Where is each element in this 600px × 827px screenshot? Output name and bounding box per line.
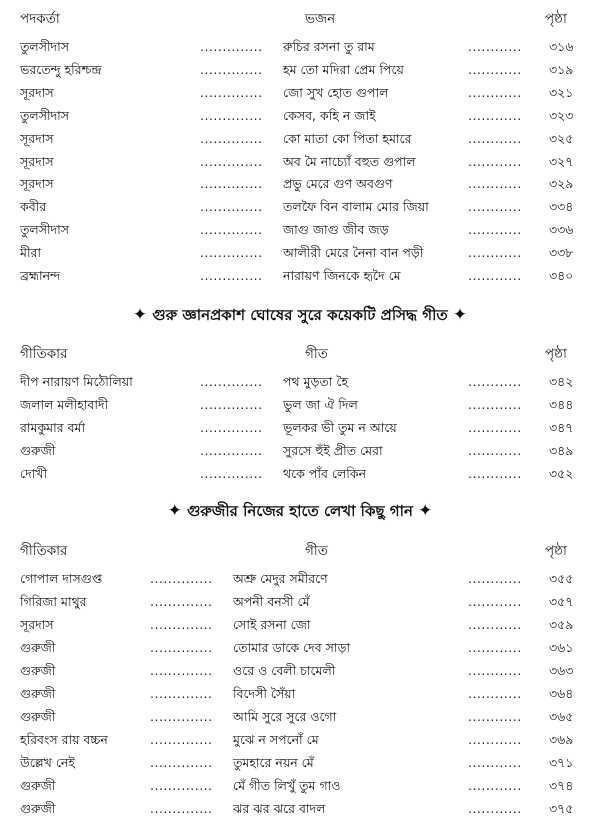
leader-dots: ............ (468, 84, 522, 100)
leader-dots: .............. (200, 268, 263, 283)
song-title: ঝর ঝর ঝরে বাদল (233, 801, 326, 816)
list-item (0, 394, 600, 416)
song-title: বিদেসী সৈঁয়া (233, 686, 296, 701)
section-1-header (0, 6, 600, 28)
page-number: ৩৬৪ (549, 686, 574, 701)
leader-dots: .............. (200, 245, 263, 261)
page-number: ৩২৭ (549, 153, 574, 169)
song-title: জাগু জাগু জীব জড় (283, 222, 389, 238)
leader-dots: ............ (468, 443, 522, 458)
leader-dots: .............. (150, 755, 213, 770)
leader-dots: ............ (468, 199, 522, 215)
section-2-title: ✦ গুরু জ্ঞানপ্রকাশ ঘোষের সুরে কয়েকটি প্রসিদ্ধ গীত ✦ (132, 305, 468, 325)
leader-dots: .............. (150, 801, 213, 816)
leader-dots: ............ (468, 571, 522, 586)
page-number: ৩৬১ (549, 640, 574, 655)
list-item (0, 59, 600, 81)
page-number: ৩৪৭ (549, 420, 574, 435)
song-title: রুচির রসনা তু রাম (283, 39, 375, 54)
header-author: পদকর্তা (20, 11, 60, 27)
song-title: পথ মুড়তা হৈ (283, 374, 349, 389)
leader-dots: .............. (150, 709, 213, 724)
author-name: গুরুজী (20, 640, 56, 655)
leader-dots: .............. (200, 153, 263, 169)
song-title: অপনী বনসী মেঁ (233, 594, 310, 609)
song-title: নারায়ণ জিনকে হৃদৈ মে (283, 268, 401, 283)
list-item (0, 729, 600, 751)
author-name: রামকুমার বর্মা (20, 420, 86, 435)
author-name: গুরুজী (20, 443, 56, 458)
page-number: ৩৪৪ (549, 397, 574, 412)
author-name: জলাল মলীহাবাদী (20, 397, 109, 412)
list-item (0, 82, 600, 104)
page-number: ৩৬৫ (549, 709, 574, 724)
song-title: ভুল জা ঐ দিল (283, 397, 358, 412)
page-number: ৩৭৪ (549, 778, 574, 793)
list-item (0, 196, 600, 218)
page-number: ৩২৯ (549, 176, 574, 192)
leader-dots: ............ (468, 397, 522, 412)
leader-dots: ............ (468, 374, 522, 389)
author-name: গুরুজী (20, 709, 56, 724)
author-name: ভরতেন্দু হরিশ্চন্দ্র (20, 61, 102, 77)
song-title: ভূলকর ভী তুম ন আয়ে (283, 420, 397, 435)
song-title: তলফৈ বিন বালাম মোর জিয়া (283, 199, 429, 215)
leader-dots: ............ (468, 268, 522, 283)
leader-dots: .............. (150, 617, 213, 632)
author-name: সূরদাস (20, 176, 54, 192)
author-name: দোখী (20, 466, 48, 481)
page-number: ৩৬৯ (549, 732, 574, 747)
leader-dots: ............ (468, 732, 522, 747)
author-name: সূরদাস (20, 617, 54, 632)
list-item (0, 568, 600, 590)
leader-dots: ............ (468, 778, 522, 793)
author-name: উল্লেখ নেই (20, 755, 75, 770)
list-item (0, 417, 600, 439)
page-number: ৩৩৬ (549, 222, 574, 238)
page-number: ৩৫২ (549, 466, 574, 481)
list-item (0, 591, 600, 613)
header-page: পৃষ্ঠা (545, 346, 567, 362)
leader-dots: .............. (150, 663, 213, 678)
list-item (0, 706, 600, 728)
author-name: হরিবংস রায় বচ্চন (20, 732, 108, 747)
page-number: ৩১৬ (549, 39, 574, 54)
author-name: গিরিজা মাথুর (20, 594, 87, 609)
page-number: ৩৫৭ (549, 594, 574, 609)
section-2-header (0, 341, 600, 363)
header-song: গীত (305, 346, 328, 362)
author-name: তুলসীদাস (20, 222, 69, 238)
leader-dots: ............ (468, 755, 522, 770)
list-item (0, 242, 600, 264)
page-number: ৩৪০ (549, 268, 574, 283)
header-page: পৃষ্ঠা (545, 543, 567, 559)
list-item (0, 173, 600, 195)
leader-dots: ............ (468, 61, 522, 77)
author-name: গুরুজী (20, 686, 56, 701)
author-name: তুলসীদাস (20, 39, 69, 54)
leader-dots: ............ (468, 222, 522, 238)
section-3-header (0, 538, 600, 560)
header-author: গীতিকার (20, 346, 68, 362)
page-number: ৩১৯ (549, 61, 574, 77)
leader-dots: ............ (468, 420, 522, 435)
song-title: হম তো মদিরা প্রেম পিয়ে (283, 61, 404, 77)
song-title: সোই রসনা জো (233, 617, 311, 632)
page-number: ৩৫৯ (549, 617, 574, 632)
leader-dots: ............ (468, 709, 522, 724)
list-item (0, 219, 600, 241)
list-item (0, 752, 600, 774)
leader-dots: .............. (200, 130, 263, 146)
song-title: জো সুখ হোত গুপাল (283, 84, 389, 100)
page-number: ৩৭৫ (549, 801, 574, 816)
list-item (0, 614, 600, 636)
list-item (0, 660, 600, 682)
author-name: সূরদাস (20, 84, 54, 100)
leader-dots: .............. (150, 778, 213, 793)
list-item (0, 151, 600, 173)
song-title: মুঝে ন সপনোঁ মে (233, 732, 319, 747)
leader-dots: ............ (468, 801, 522, 816)
leader-dots: .............. (150, 571, 213, 586)
leader-dots: ............ (468, 640, 522, 655)
song-title: আলীরী মেরে নৈনা বান পড়ী (283, 245, 424, 261)
page-number: ৩৩৮ (549, 245, 574, 261)
leader-dots: ............ (468, 617, 522, 632)
leader-dots: .............. (150, 640, 213, 655)
star-left-icon: ✦ (167, 501, 182, 521)
song-title: ওরে ও বেলী চামেলী (233, 663, 336, 678)
leader-dots: .............. (200, 176, 263, 192)
leader-dots: .............. (200, 107, 263, 123)
author-name: কবীর (20, 199, 47, 215)
song-title: মেঁ গীত লিখুঁ তুম গাও (233, 778, 341, 793)
song-title: সুরসে হুঁই প্রীত মেরা (283, 443, 383, 458)
song-title: অশ্রু মেদুর সমীরণে (233, 571, 328, 586)
page-number: ৩৬৩ (549, 663, 574, 678)
leader-dots: ............ (468, 245, 522, 261)
list-item (0, 463, 600, 485)
page-number: ৩৩৪ (549, 199, 574, 215)
list-item (0, 371, 600, 393)
author-name: গুরুজী (20, 778, 56, 793)
star-right-icon: ✦ (418, 501, 433, 521)
leader-dots: .............. (200, 466, 263, 481)
author-name: গোপাল দাসগুপ্ত (20, 571, 103, 586)
author-name: সূরদাস (20, 130, 54, 146)
leader-dots: ............ (468, 663, 522, 678)
star-right-icon: ✦ (452, 305, 468, 325)
header-song: গীত (305, 543, 328, 559)
leader-dots: ............ (468, 466, 522, 481)
list-item (0, 637, 600, 659)
leader-dots: ............ (468, 130, 522, 146)
leader-dots: ............ (468, 594, 522, 609)
author-name: গুরুজী (20, 663, 56, 678)
author-name: মীরা (20, 245, 42, 261)
leader-dots: .............. (150, 594, 213, 609)
list-item (0, 440, 600, 462)
header-page: পৃষ্ঠা (545, 11, 567, 27)
page-number: ৩২১ (549, 84, 574, 100)
page-number: ৩২৩ (549, 107, 574, 123)
leader-dots: .............. (200, 39, 263, 54)
list-item (0, 105, 600, 127)
list-item (0, 683, 600, 705)
list-item (0, 798, 600, 820)
song-title: তুমহারে নয়ন মেঁ (233, 755, 314, 770)
list-item (0, 265, 600, 287)
author-name: তুলসীদাস (20, 107, 69, 123)
leader-dots: ............ (468, 176, 522, 192)
list-item (0, 775, 600, 797)
leader-dots: .............. (200, 84, 263, 100)
leader-dots: .............. (200, 443, 263, 458)
leader-dots: .............. (200, 374, 263, 389)
leader-dots: ............ (468, 39, 522, 54)
author-name: দীপ নারায়ণ মিঠৌলিয়া (20, 374, 133, 389)
song-title: কেসব, কহি ন জাই (283, 107, 376, 123)
leader-dots: .............. (200, 61, 263, 77)
list-item (0, 128, 600, 150)
page-number: ৩২৫ (549, 130, 574, 146)
song-title: কো মাতা কো পিতা হমারে (283, 130, 412, 146)
leader-dots: .............. (150, 732, 213, 747)
leader-dots: .............. (200, 420, 263, 435)
header-song: ভজন (305, 11, 336, 27)
song-title: অব মৈ নাচ্যোঁ বহুত গুপাল (283, 153, 416, 169)
leader-dots: ............ (468, 107, 522, 123)
song-title: প্রভু মেরে গুণ অবগুণ (283, 176, 393, 192)
section-3-title: ✦ গুরুজীর নিজের হাতে লেখা কিছু গান ✦ (167, 501, 433, 521)
author-name: সূরদাস (20, 153, 54, 169)
page-number: ৩৫৫ (549, 571, 574, 586)
author-name: গুরুজী (20, 801, 56, 816)
song-title: আমি সুরে সুরে ওগো (233, 709, 337, 724)
leader-dots: ............ (468, 153, 522, 169)
star-left-icon: ✦ (132, 305, 148, 325)
song-title: থকে পাঁব লেকিন (283, 466, 367, 481)
list-item (0, 36, 600, 58)
header-author: গীতিকার (20, 543, 68, 559)
author-name: ব্রহ্মানন্দ (20, 268, 61, 283)
song-title: তোমার ডাকে দেব সাড়া (233, 640, 351, 655)
leader-dots: .............. (200, 397, 263, 412)
page-number: ৩৭১ (549, 755, 574, 770)
leader-dots: .............. (200, 222, 263, 238)
page-number: ৩৪৯ (549, 443, 574, 458)
leader-dots: .............. (200, 199, 263, 215)
leader-dots: ............ (468, 686, 522, 701)
leader-dots: .............. (150, 686, 213, 701)
page-number: ৩৪২ (549, 374, 574, 389)
